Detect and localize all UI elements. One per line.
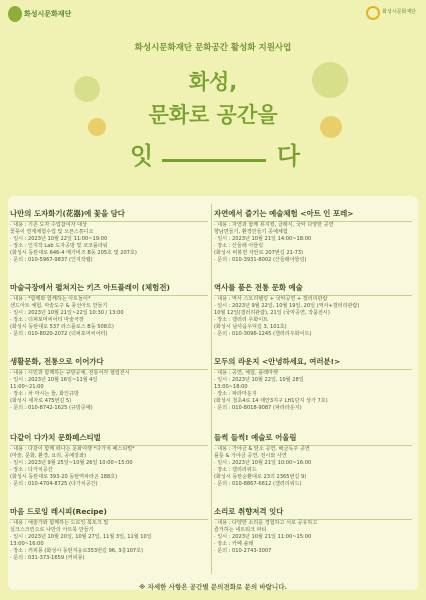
program-detail-row: · 장소 : 갤러리 우화이트: [214, 317, 269, 324]
program-section: [214, 432, 414, 489]
program-detail-row: (마술, 문화, 환경, 요리, 공예강좌): [10, 453, 86, 460]
program-detail-row: · 장소 : 카페 솔레: [214, 541, 254, 548]
program-detail-row: · 내용 : 자연과 함께 뮤지컬, 클래식, 국악 다양한 공연: [214, 222, 334, 228]
hero-connector-line: [162, 159, 266, 162]
program-detail-row: · 장소 : 더퍼포머씨어터 마술극장: [10, 317, 84, 324]
program-detail-row: · 일시 : 2023년 10월 22일, 10월 28일: [214, 377, 304, 384]
program-detail-row: · 일시 : 2023년 10월 16일~11월 4일: [10, 377, 98, 384]
program-detail-row: · 문의 : 010-4704-8725 (다가치공간): [10, 481, 98, 488]
program-detail-row: 즐겨하는 네트워크 파티: [214, 527, 267, 534]
program-detail-row: · 일시 : 2023년 9월 22일, 10월 19일, 20일 (역사+갤러리관람): [214, 303, 360, 310]
program-detail-row: · 문의 : 010-5967-9837 (인지작랩): [10, 257, 93, 264]
logo-right: [366, 6, 416, 20]
program-detail-row: (화성시 세자로 475번길 5): [10, 398, 72, 405]
program-detail-row: (화성시 청초4로 14 태안3지구 LH1단지 상가 7호): [214, 398, 328, 405]
program-detail-row: · 문의 : 010-8020-2072 (더퍼포머씨어터): [10, 331, 108, 338]
program-detail-row: · 문의 : 031-373-1659 (커피몽): [10, 555, 85, 562]
program-detail-row: · 문의 : 010-3096-1245 (갤러리우화이트): [214, 331, 312, 338]
program-title: 마술극장에서 펼쳐지는 키즈 아트플레이 (체험전): [10, 283, 170, 292]
program-detail-row: · 내용 : *함께와 함께하는 아트놀이*: [10, 296, 91, 302]
program-detail-row: · 장소 : 인지작 Lab 도자공방 및 코코플라워: [10, 243, 108, 250]
program-detail-row: (화성시 동탄대로 393-20 동탄역파라곤 188호): [10, 474, 118, 481]
program-title: 다같이 다가치 문화페스티벌: [10, 433, 101, 442]
program-detail-row: · 내용 : 시민과 함께하는 규방공예, 전통서각 협업전시: [10, 370, 130, 376]
program-detail-row: 플룻 & 가야금 공연, 전시와 사연: [214, 453, 287, 460]
program-panel: [8, 196, 418, 590]
program-detail-row: · 내용 : 기존 도자 수업참여자 대상: [10, 222, 88, 228]
program-detail-row: (화성시 동탄대로 646-4 메가비즈 B동 205호 및 207호): [10, 250, 137, 257]
program-detail-row: · 장소 : 차 마시는 뜰, 화인규방: [10, 391, 79, 398]
program-section: [10, 506, 210, 563]
program-section: [214, 506, 414, 555]
program-detail-row: 향남면들기, 환경만들기 공예체험: [214, 229, 288, 236]
program-detail-row: 실크스크린으로 나만의 아트북 만들기: [10, 527, 94, 534]
program-detail-row: · 문의 : 010-8867-6612 (갤러리위드): [214, 481, 302, 488]
hero-line-1: 화성,: [188, 70, 238, 94]
foundation-logo-mark-icon: [366, 6, 380, 20]
foundation-logo-icon: [8, 6, 22, 22]
hero-line-3-left: 잇: [130, 142, 154, 170]
program-title: 소리로 취향저격 잇다: [214, 507, 284, 516]
program-detail-row: · 장소 : 커피몽 (화성시 동탄지웅로353번길 96, 3층107호): [10, 548, 144, 555]
program-detail-row: · 문의 : 010-8742-1625 (규방공예): [10, 405, 93, 412]
program-detail-row: · 장소 : 다가치공간: [10, 467, 53, 474]
poster-subtitle: 화성시문화재단 문화공간 활성화 지원사업: [134, 43, 292, 53]
program-detail-row: · 내용 : 공연, 체험, 플레마켓: [214, 370, 278, 376]
program-title: 모두의 라운지 <안녕하세요, 여러분!>: [214, 357, 341, 366]
program-detail-row: · 일시 : 2023년 10월 21일 10:00~16:00: [214, 460, 312, 467]
logo-left: [8, 6, 71, 22]
program-section: [10, 282, 210, 339]
program-detail-row: · 문의 : 010-8018-9087 (파라라운지): [214, 405, 302, 412]
program-section: [10, 432, 210, 489]
program-section: [214, 356, 414, 413]
program-detail-row: · 일시 : 2023년 10월 22일 11:00~19:00: [10, 236, 108, 243]
logo-left-text: 화성시문화재단: [24, 9, 72, 18]
program-detail-row: · 문의 : 010-3931-8002 (산들래아뜰링): [214, 257, 307, 264]
program-section: [10, 356, 210, 413]
program-section: [214, 282, 414, 339]
program-detail-row: (화성시 동탄순환대로 23의 2365번길 9): [214, 474, 307, 481]
program-title: 들썩 들썩! 예술로 어울림: [214, 433, 297, 442]
program-detail-row: 꽃꽂이 연계체험수업 및 오픈스튜디오: [10, 229, 94, 236]
footer-note: ※ 자세한 사항은 공간별 문의전화로 문의 바랍니다.: [139, 583, 287, 591]
program-detail-row: 13:00~18:00: [214, 384, 248, 391]
program-title: 나만의 도자화기(花器)에 꽃을 담다: [10, 209, 125, 218]
logo-right-text: 화성시문화재단: [382, 9, 416, 16]
program-section: [10, 208, 210, 265]
program-detail-row: · 일시 : 2023년 10월 21일 11:00~15:00: [214, 534, 312, 541]
program-detail-row: · 내용 : 예술가와 함께하는 드로잉 북토크 및: [10, 520, 109, 526]
program-detail-row: (화성시 비봉면 자안로 207번길 21-73): [214, 250, 304, 257]
program-detail-row: · 문의 : 010-2743-3007: [214, 548, 272, 555]
program-title: 생활문화, 전통으로 이어가다: [10, 357, 104, 366]
program-detail-row: · 내용 : 다같이 함께 떠나는 문화여행 *다가치 페스티벌*: [10, 446, 135, 452]
program-detail-row: · 일시 : 2023년 10월 21일~22일 10:30 / 13:00: [10, 310, 124, 317]
program-section: [214, 208, 414, 265]
hero-line-3-right: 다: [276, 142, 300, 170]
hero-title: [80, 56, 346, 181]
program-detail-row: (화성시 동탄대로 537 라스플로스 B동 508호): [10, 324, 114, 331]
program-detail-row: · 내용 : 가야금 & 탄소 공연, 해금독주 공연: [214, 446, 310, 452]
program-detail-row: · 내용 : 다양한 소리를 경험하고 서로 공유하고: [214, 520, 318, 526]
program-detail-row: 샌드아트 체험, 마술도구 & 풍선아트 만들기: [10, 303, 108, 310]
program-detail-row: 11:00~21:00: [10, 384, 44, 391]
program-detail-row: · 장소 : 파라마운지: [214, 391, 257, 398]
program-detail-row: · 장소 : 산들래 아뜰링: [214, 243, 264, 250]
program-title: 마음 드로잉 레시피(Recipe): [10, 507, 107, 516]
column-divider: [211, 204, 212, 574]
program-detail-row: · 일시 : 2023년 10월 20일, 10월 27일, 11월 3일, 11월 10일: [10, 534, 152, 541]
hero-line-2: 문화로 공간을: [148, 103, 278, 127]
program-title: 역사를 품은 전통 문화 예술: [214, 283, 303, 292]
program-detail-row: 13:00~16:00: [10, 541, 44, 548]
program-title: 자연에서 즐기는 예술체험 <아트 인 포레>: [214, 209, 354, 218]
program-detail-row: · 일시 : 2023년 10월 21일 14:00~18:00: [214, 236, 312, 243]
program-detail-row: · 일시 : 2023년 9월 25일~10월 26일 10:00~15:00: [10, 460, 133, 467]
program-detail-row: 10월 12일(갤러리관람), 21일 (국악공연, 작품전시): [214, 310, 330, 317]
program-detail-row: · 내용 : 역사 스토리텔링 + 국악공연 + 갤러리관람: [214, 296, 328, 302]
program-detail-row: (화성시 남사읍우덕길 3, 101호): [214, 324, 287, 331]
program-detail-row: · 장소 : 갤러리위드: [214, 467, 257, 474]
